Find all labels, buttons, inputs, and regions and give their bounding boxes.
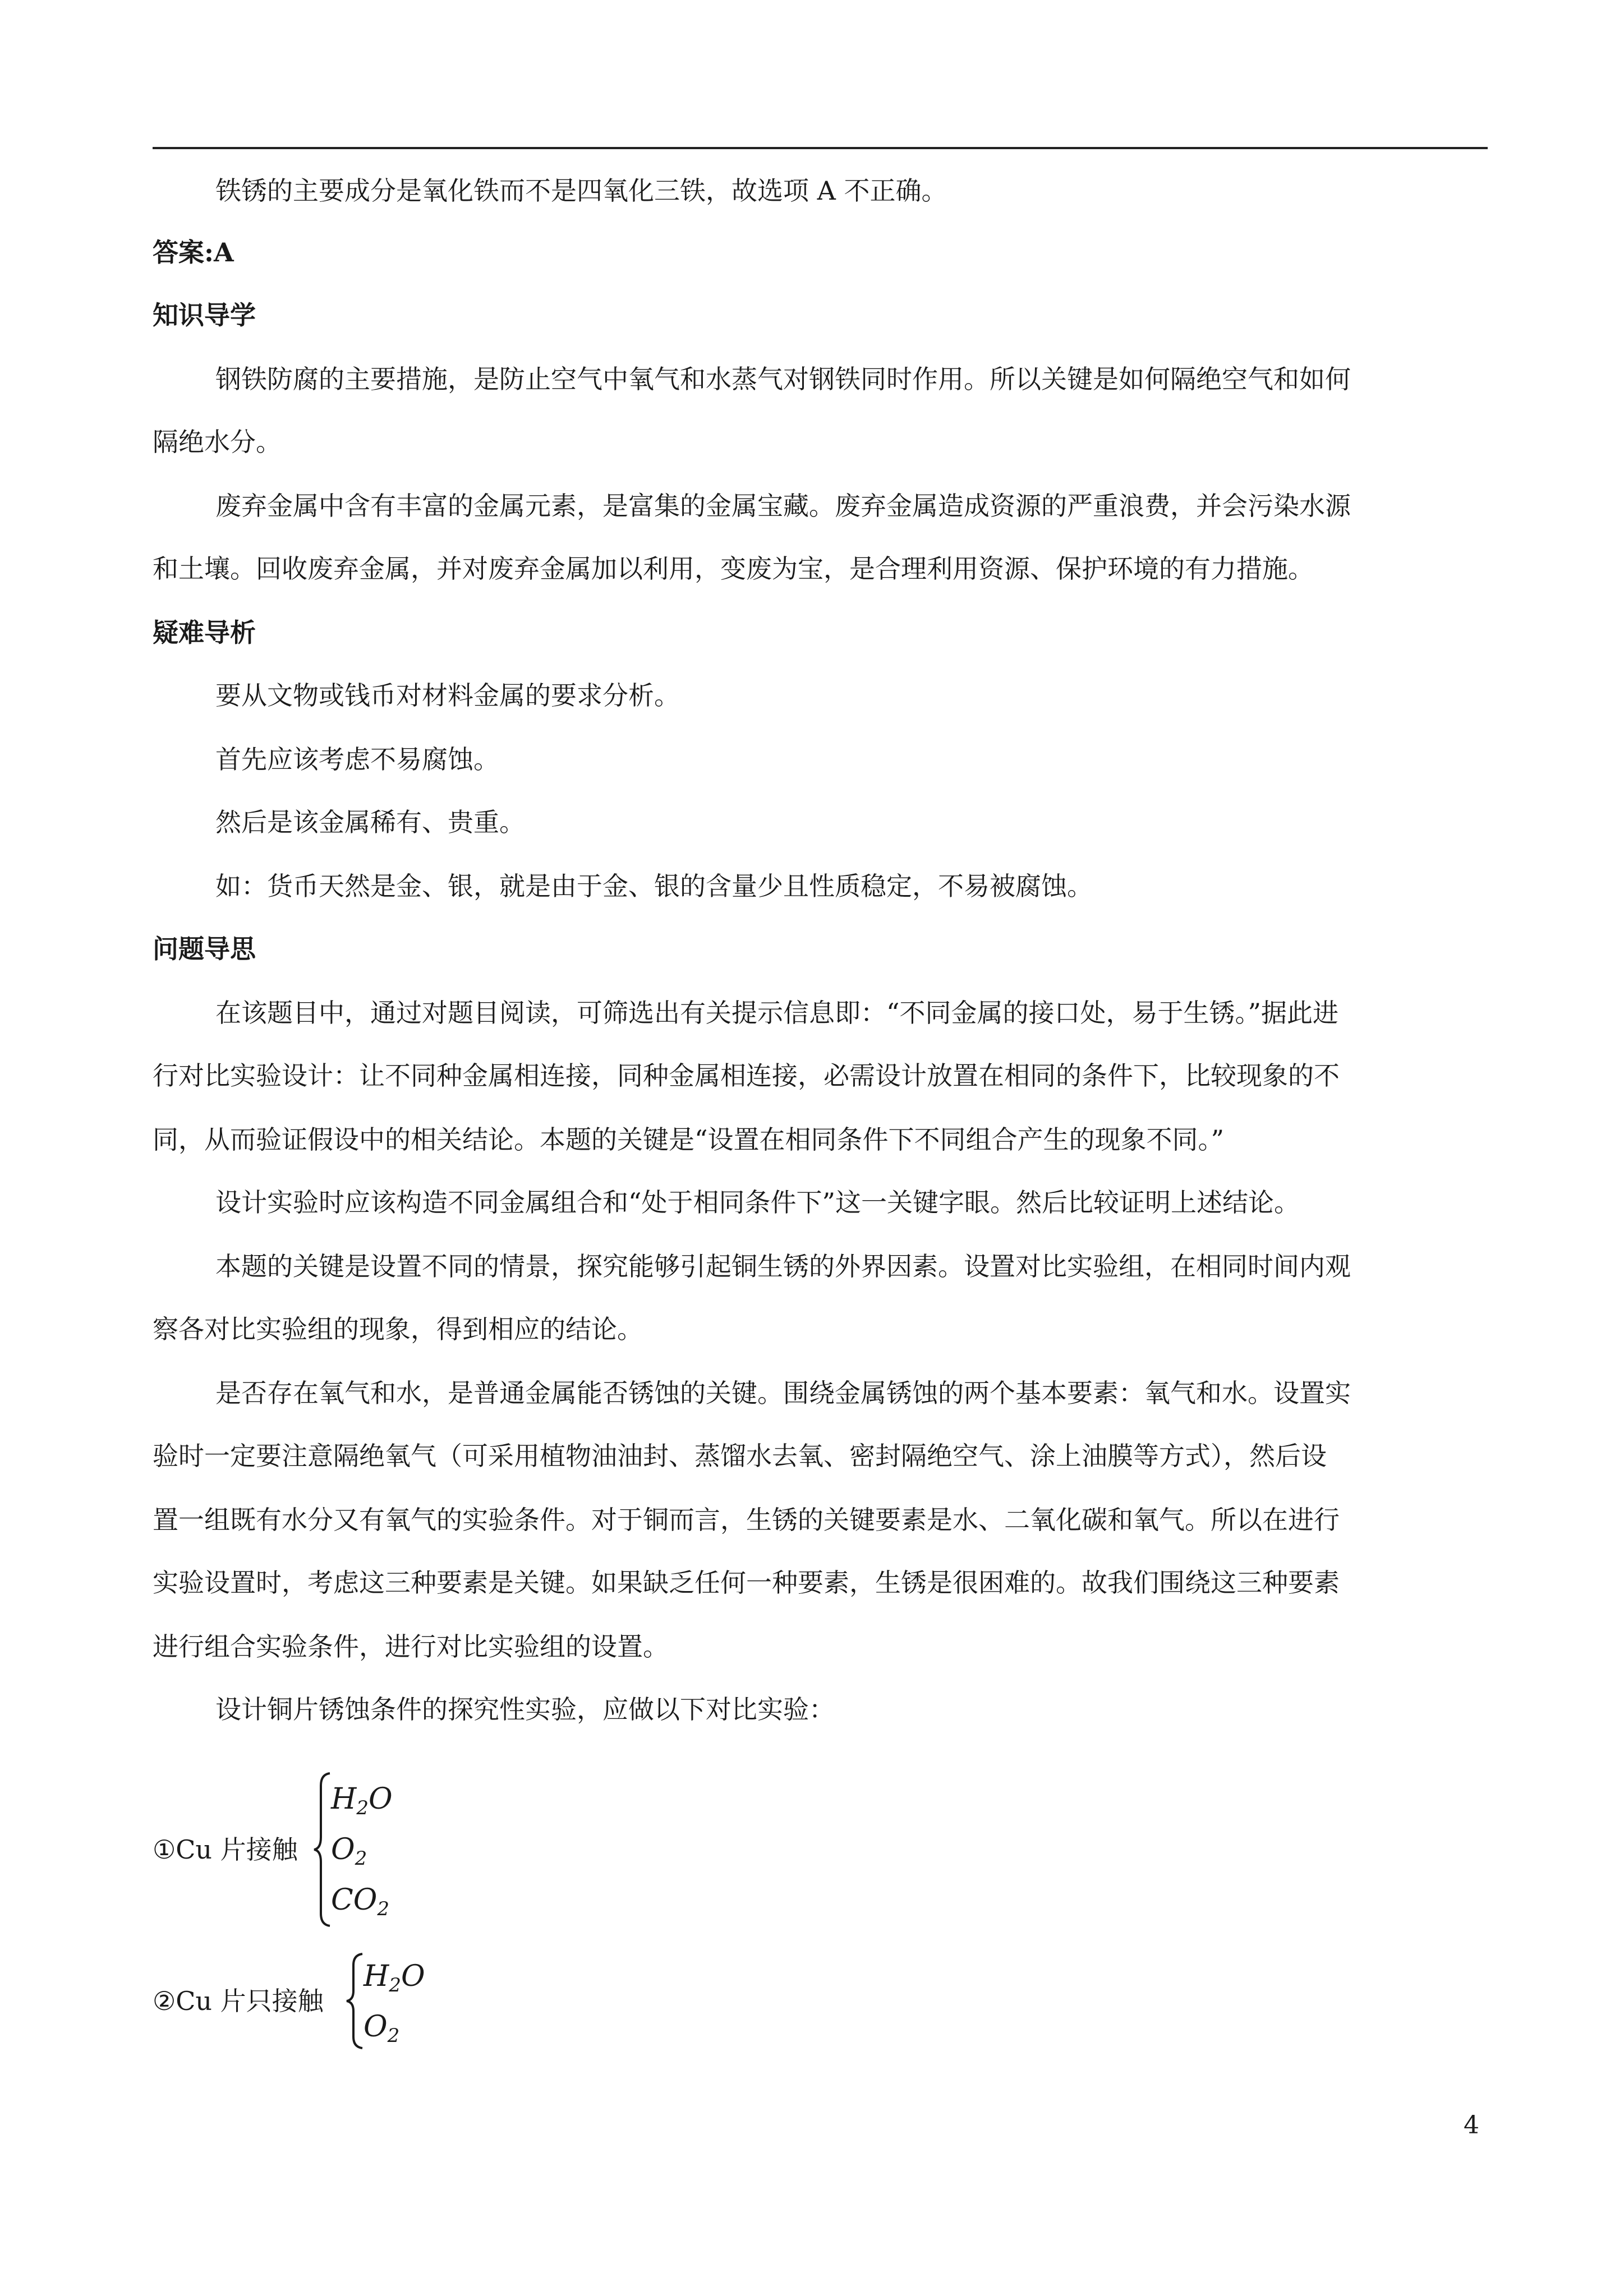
section-heading: 问题导思 [153,934,256,964]
formula-item: $H_2O$ [331,1782,393,1819]
paragraph-line: 废弃金属中含有丰富的金属元素，是富集的金属宝藏。废弃金属造成资源的严重浪费，并会污染水源 [215,491,1351,521]
paragraph-line: 进行组合实验条件，进行对比实验组的设置。 [153,1631,669,1662]
paragraph-line: 和土壤。回收废弃金属，并对废弃金属加以利用，变废为宝，是合理利用资源、保护环境的有力措施。 [153,554,1314,584]
header-rule [153,147,1488,149]
paragraph-line: 行对比实验设计：让不同种金属相连接，同种金属相连接，必需设计放置在相同的条件下，比较现象的不 [153,1061,1340,1091]
paragraph-line: 在该题目中，通过对题目阅读，可筛选出有关提示信息即：“不同金属的接口处，易于生锈。”据此进 [215,998,1339,1028]
section-heading: 知识导学 [153,300,256,330]
paragraph-line: 同，从而验证假设中的相关结论。本题的关键是“设置在相同条件下不同组合产生的现象不同。” [153,1124,1225,1155]
paragraph-line: 实验设置时，考虑这三种要素是关键。如果缺乏任何一种要素，生锈是很困难的。故我们围绕这三种要素 [153,1567,1340,1598]
paragraph-line: 隔绝水分。 [153,427,282,457]
paragraph-line: 铁锈的主要成分是氧化铁而不是四氧化三铁，故选项 A 不正确。 [215,176,947,206]
paragraph-line: 验时一定要注意隔绝氧气（可采用植物油油封、蒸馏水去氧、密封隔绝空气、涂上油膜等方式），然后设 [153,1441,1327,1471]
paragraph-line: 设计实验时应该构造不同金属组合和“处于相同条件下”这一关键字眼。然后比较证明上述结论。 [215,1187,1300,1218]
paragraph-line: 如：货币天然是金、银，就是由于金、银的含量少且性质稳定，不易被腐蚀。 [215,871,1093,901]
experiment-label: ②Cu 片只接触 [153,1986,324,2016]
formula-item: $H_2O$ [364,1960,425,1997]
section-heading: 疑难导析 [153,617,256,648]
paragraph-line: 是否存在氧气和水，是普通金属能否锈蚀的关键。围绕金属锈蚀的两个基本要素：氧气和水。设置实 [215,1378,1351,1408]
paragraph-line: 然后是该金属稀有、贵重。 [215,807,525,837]
curly-brace-icon [312,1771,332,1928]
paragraph-line: 要从文物或钱币对材料金属的要求分析。 [215,680,680,711]
paragraph-line: 首先应该考虑不易腐蚀。 [215,744,499,774]
paragraph-line: 置一组既有水分又有氧气的实验条件。对于铜而言，生锈的关键要素是水、二氧化碳和氧气。所以在进行 [153,1505,1340,1535]
paragraph-line: 钢铁防腐的主要措施，是防止空气中氧气和水蒸气对钢铁同时作用。所以关键是如何隔绝空气和如何 [215,364,1351,394]
page-number: 4 [1464,2111,1479,2140]
formula-item: $O_2$ [331,1833,367,1870]
paragraph-line: 本题的关键是设置不同的情景，探究能够引起铜生锈的外界因素。设置对比实验组，在相同时间内观 [215,1251,1351,1281]
experiment-label: ①Cu 片接触 [153,1834,298,1865]
paragraph-line: 察各对比实验组的现象，得到相应的结论。 [153,1314,643,1344]
formula-item: $O_2$ [364,2010,400,2047]
formula-item: $CO_2$ [331,1883,390,1920]
paragraph-line: 设计铜片锈蚀条件的探究性实验，应做以下对比实验： [215,1694,835,1725]
curly-brace-icon [344,1952,365,2050]
answer-line: 答案:A [153,237,234,268]
